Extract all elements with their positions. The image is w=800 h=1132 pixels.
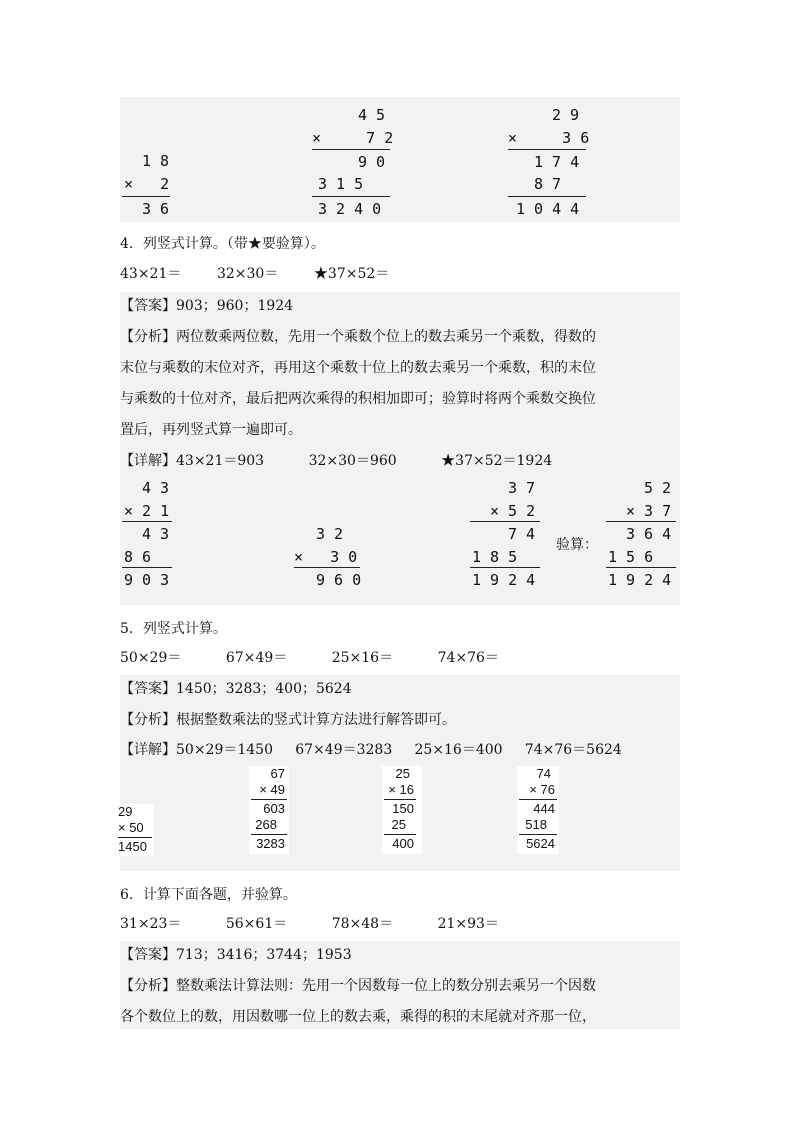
question-4-analysis-line-2: 末位与乘数的末位对齐，再用这个乘数十位上的数去乘另一个乘数，积的末位 bbox=[120, 360, 596, 376]
vertical-calc-29x50: 29 × 50 1450 bbox=[118, 804, 154, 856]
product: 3 2 4 0 bbox=[318, 200, 382, 218]
question-5-answer: 【答案】1450；3283；400；5624 bbox=[120, 681, 352, 697]
question-5-analysis: 【分析】根据整数乘法的竖式计算方法进行解答即可。 bbox=[120, 712, 456, 728]
question-5-detail: 【详解】50×29＝1450 67×49＝3283 25×16＝400 74×76＝5624 bbox=[120, 742, 622, 758]
check-label: 验算： bbox=[556, 537, 598, 553]
multiplier: × 7 2 bbox=[312, 129, 394, 147]
question-6-title: 6．计算下面各题，并验算。 bbox=[120, 887, 297, 903]
question-5-problems: 50×29＝ 67×49＝ 25×16＝ 74×76＝ bbox=[120, 650, 499, 666]
question-4-analysis-line-1: 【分析】两位数乘两位数，先用一个乘数个位上的数去乘另一个乘数，得数的 bbox=[120, 329, 596, 345]
question-4-problems: 43×21＝ 32×30＝ ★37×52＝ bbox=[120, 266, 390, 282]
vertical-calc-74x76: 74 × 76 444 518 5624 bbox=[517, 766, 559, 854]
top-calc-panel bbox=[120, 97, 680, 222]
product: 3 6 bbox=[142, 200, 170, 218]
multiplier: × 2 bbox=[124, 175, 170, 193]
question-4-detail: 【详解】43×21＝903 32×30＝960 ★37×52＝1924 bbox=[120, 453, 553, 469]
question-6-analysis-line-1: 【分析】整数乘法计算法则：先用一个因数每一位上的数分别去乘另一个因数 bbox=[120, 978, 596, 994]
vertical-calc-67x49: 67 × 49 603 268 3283 bbox=[249, 766, 289, 854]
partial-product-2: 8 7 bbox=[534, 175, 562, 193]
vertical-calc-25x16: 25 × 16 150 25 400 bbox=[382, 766, 422, 854]
multiplier: × 3 6 bbox=[508, 129, 590, 147]
partial-product-1: 9 0 bbox=[358, 153, 386, 171]
question-5-title: 5．列竖式计算。 bbox=[120, 621, 227, 637]
partial-product-1: 1 7 4 bbox=[534, 153, 580, 171]
question-4-title: 4．列竖式计算。（带★要验算）。 bbox=[120, 236, 325, 252]
question-6-analysis-line-2: 各个数位上的数，用因数哪一位上的数去乘，乘得的积的末尾就对齐那一位， bbox=[120, 1009, 596, 1025]
question-4-answer: 【答案】903；960；1924 bbox=[120, 298, 294, 314]
question-6-problems: 31×23＝ 56×61＝ 78×48＝ 21×93＝ bbox=[120, 916, 499, 932]
partial-product-2: 3 1 5 bbox=[318, 175, 364, 193]
multiplicand: 2 9 bbox=[552, 106, 580, 124]
multiplicand: 1 8 bbox=[142, 152, 170, 170]
question-6-answer: 【答案】713；3416；3744；1953 bbox=[120, 947, 352, 963]
product: 1 0 4 4 bbox=[516, 200, 580, 218]
multiplicand: 4 5 bbox=[358, 106, 386, 124]
question-4-analysis-line-4: 置后，再列竖式算一遍即可。 bbox=[120, 422, 302, 438]
question-4-analysis-line-3: 与乘数的十位对齐，最后把两次乘得的积相加即可；验算时将两个乘数交换位 bbox=[120, 391, 596, 407]
